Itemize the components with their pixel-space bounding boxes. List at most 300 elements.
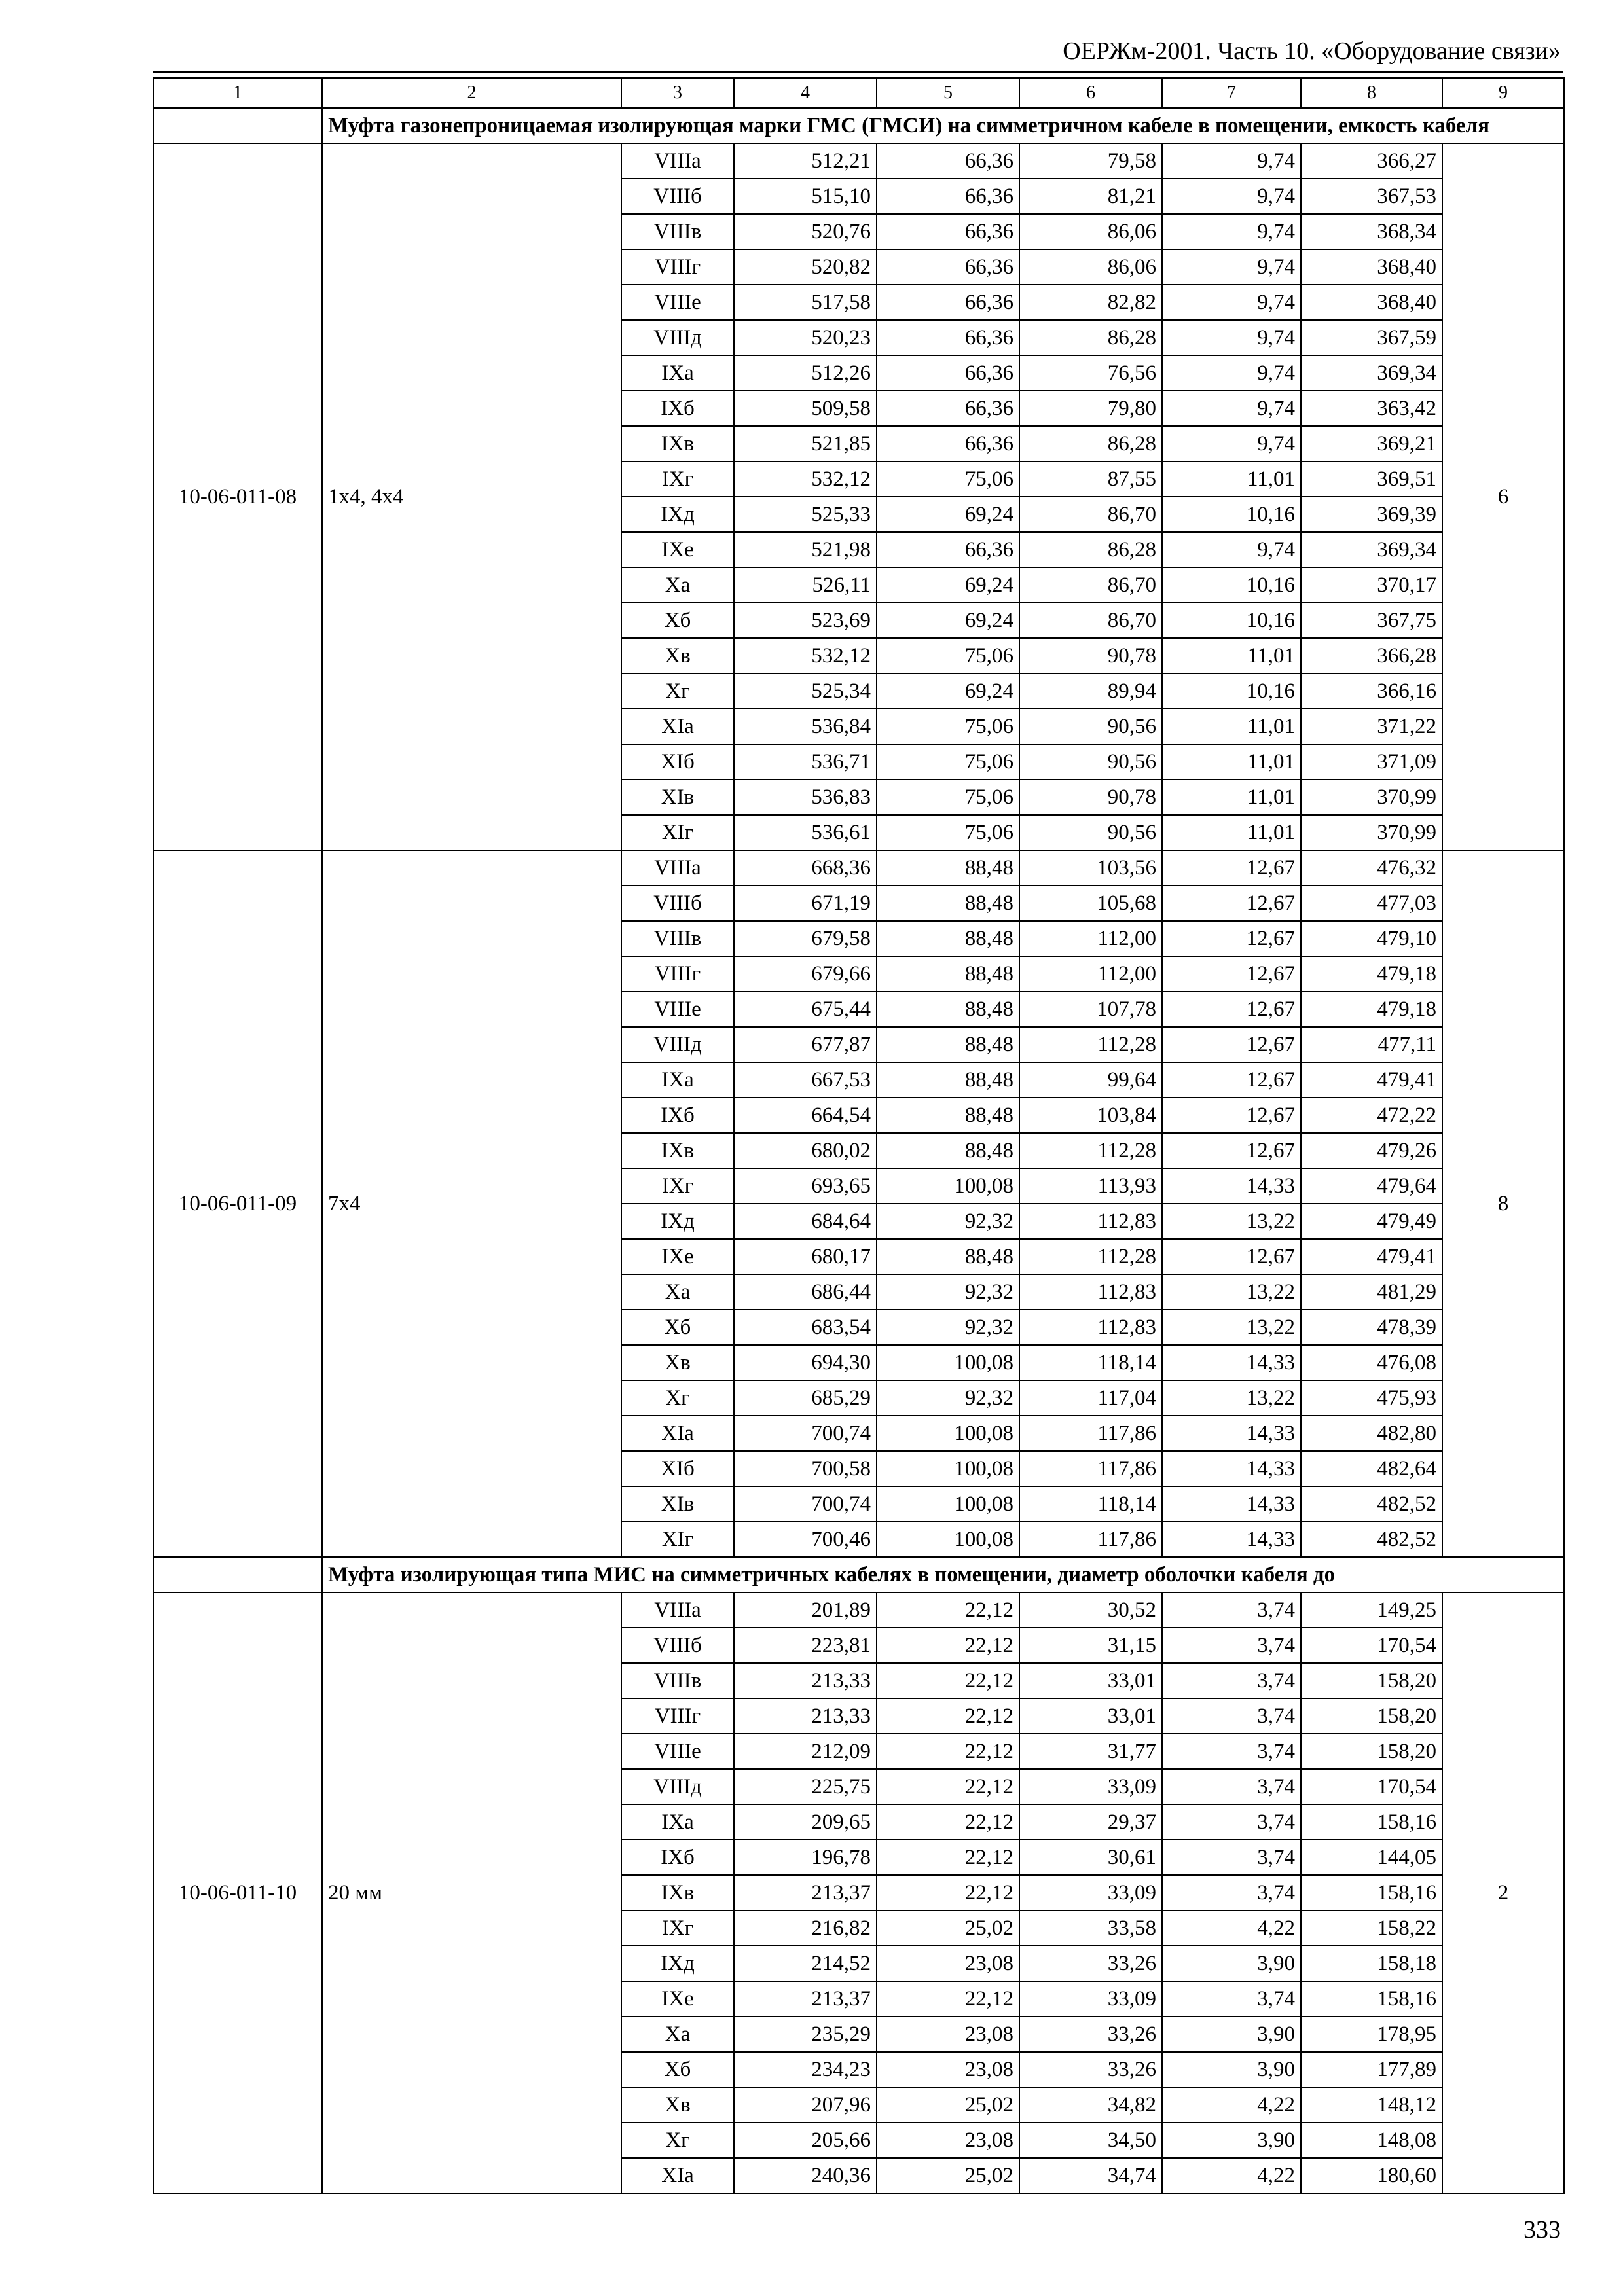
value-col7: 3,90 xyxy=(1162,2052,1301,2087)
value-col6: 90,78 xyxy=(1019,638,1162,673)
value-col4: 213,33 xyxy=(734,1698,877,1734)
value-col7: 3,90 xyxy=(1162,2017,1301,2052)
value-col7: 9,74 xyxy=(1162,179,1301,214)
zone-code: XIа xyxy=(621,1416,734,1451)
value-col8: 371,09 xyxy=(1301,744,1442,780)
value-col8: 475,93 xyxy=(1301,1380,1442,1416)
column-number: 2 xyxy=(322,78,621,108)
rate-code: 10-06-011-08 xyxy=(153,143,322,850)
value-col8: 180,60 xyxy=(1301,2158,1442,2193)
value-col7: 11,01 xyxy=(1162,709,1301,744)
value-col4: 525,34 xyxy=(734,673,877,709)
value-col8: 158,20 xyxy=(1301,1663,1442,1698)
value-col8: 481,29 xyxy=(1301,1274,1442,1310)
section-title: Муфта изолирующая типа МИС на симметричных кабелях в помещении, диаметр оболочки кабеля до xyxy=(322,1557,1564,1592)
value-col7: 4,22 xyxy=(1162,2158,1301,2193)
zone-code: VIIIд xyxy=(621,1769,734,1804)
zone-code: VIIIа xyxy=(621,850,734,886)
zone-code: VIIIа xyxy=(621,143,734,179)
value-col8: 371,22 xyxy=(1301,709,1442,744)
value-col8: 170,54 xyxy=(1301,1628,1442,1663)
zone-code: Xб xyxy=(621,1310,734,1345)
value-col4: 693,65 xyxy=(734,1168,877,1204)
value-col6: 112,28 xyxy=(1019,1239,1162,1274)
value-col5: 75,06 xyxy=(877,461,1019,497)
value-col6: 29,37 xyxy=(1019,1804,1162,1840)
column-number: 3 xyxy=(621,78,734,108)
value-col8: 363,42 xyxy=(1301,391,1442,426)
value-col5: 92,32 xyxy=(877,1274,1019,1310)
value-col6: 90,56 xyxy=(1019,709,1162,744)
value-col4: 683,54 xyxy=(734,1310,877,1345)
value-col5: 66,36 xyxy=(877,249,1019,285)
zone-code: VIIIе xyxy=(621,285,734,320)
value-col7: 12,67 xyxy=(1162,921,1301,956)
value-col4: 523,69 xyxy=(734,603,877,638)
value-col6: 118,14 xyxy=(1019,1345,1162,1380)
value-col5: 75,06 xyxy=(877,744,1019,780)
value-col7: 12,67 xyxy=(1162,886,1301,921)
value-col5: 25,02 xyxy=(877,2087,1019,2123)
value-col4: 700,74 xyxy=(734,1416,877,1451)
value-col4: 671,19 xyxy=(734,886,877,921)
value-col4: 668,36 xyxy=(734,850,877,886)
value-col7: 14,33 xyxy=(1162,1416,1301,1451)
value-col6: 86,28 xyxy=(1019,426,1162,461)
zone-code: VIIIг xyxy=(621,956,734,992)
value-col6: 76,56 xyxy=(1019,355,1162,391)
value-col5: 100,08 xyxy=(877,1345,1019,1380)
value-col8: 476,32 xyxy=(1301,850,1442,886)
column-number: 4 xyxy=(734,78,877,108)
value-col5: 66,36 xyxy=(877,285,1019,320)
value-col8: 369,34 xyxy=(1301,355,1442,391)
zone-code: IXе xyxy=(621,1239,734,1274)
zone-code: IXа xyxy=(621,1062,734,1098)
zone-code: VIIIб xyxy=(621,886,734,921)
value-col5: 88,48 xyxy=(877,1098,1019,1133)
value-col8: 366,27 xyxy=(1301,143,1442,179)
value-col4: 532,12 xyxy=(734,461,877,497)
value-col8: 479,41 xyxy=(1301,1062,1442,1098)
cable-size: 7х4 xyxy=(322,850,621,1557)
cable-size: 20 мм xyxy=(322,1592,621,2193)
zone-code: Xв xyxy=(621,638,734,673)
value-col6: 86,70 xyxy=(1019,567,1162,603)
zone-code: IXб xyxy=(621,391,734,426)
zone-code: Xб xyxy=(621,603,734,638)
value-col4: 700,46 xyxy=(734,1522,877,1557)
value-col8: 479,18 xyxy=(1301,992,1442,1027)
value-col6: 117,04 xyxy=(1019,1380,1162,1416)
value-col7: 3,74 xyxy=(1162,1698,1301,1734)
section-spacer-cell xyxy=(153,108,322,143)
value-col5: 66,36 xyxy=(877,391,1019,426)
value-col5: 75,06 xyxy=(877,815,1019,850)
value-col4: 525,33 xyxy=(734,497,877,532)
value-col4: 679,58 xyxy=(734,921,877,956)
zone-code: XIа xyxy=(621,2158,734,2193)
value-col5: 66,36 xyxy=(877,426,1019,461)
value-col6: 90,78 xyxy=(1019,780,1162,815)
value-col6: 33,01 xyxy=(1019,1698,1162,1734)
value-col7: 9,74 xyxy=(1162,355,1301,391)
value-col5: 100,08 xyxy=(877,1416,1019,1451)
value-col5: 88,48 xyxy=(877,1027,1019,1062)
value-col7: 13,22 xyxy=(1162,1274,1301,1310)
value-col4: 205,66 xyxy=(734,2123,877,2158)
value-col6: 33,09 xyxy=(1019,1981,1162,2017)
value-col4: 694,30 xyxy=(734,1345,877,1380)
zone-code: VIIIг xyxy=(621,249,734,285)
value-col4: 526,11 xyxy=(734,567,877,603)
value-col6: 33,26 xyxy=(1019,2017,1162,2052)
value-col8: 478,39 xyxy=(1301,1310,1442,1345)
running-header: ОЕРЖм-2001. Часть 10. «Оборудование связи» xyxy=(1063,37,1561,65)
value-col7: 13,22 xyxy=(1162,1380,1301,1416)
value-col5: 88,48 xyxy=(877,1062,1019,1098)
value-col5: 25,02 xyxy=(877,2158,1019,2193)
value-col7: 9,74 xyxy=(1162,285,1301,320)
value-col6: 113,93 xyxy=(1019,1168,1162,1204)
value-col6: 86,70 xyxy=(1019,497,1162,532)
value-col5: 92,32 xyxy=(877,1204,1019,1239)
value-col5: 22,12 xyxy=(877,1734,1019,1769)
value-col5: 88,48 xyxy=(877,886,1019,921)
zone-code: VIIIд xyxy=(621,320,734,355)
value-col4: 225,75 xyxy=(734,1769,877,1804)
value-col6: 112,28 xyxy=(1019,1027,1162,1062)
value-col4: 216,82 xyxy=(734,1910,877,1946)
zone-code: Xг xyxy=(621,1380,734,1416)
value-col5: 88,48 xyxy=(877,1239,1019,1274)
value-col7: 9,74 xyxy=(1162,214,1301,249)
column-number: 6 xyxy=(1019,78,1162,108)
value-col7: 14,33 xyxy=(1162,1486,1301,1522)
value-col4: 536,61 xyxy=(734,815,877,850)
value-col4: 677,87 xyxy=(734,1027,877,1062)
value-col7: 3,74 xyxy=(1162,1592,1301,1628)
value-col7: 12,67 xyxy=(1162,1027,1301,1062)
value-col6: 31,77 xyxy=(1019,1734,1162,1769)
value-col7: 11,01 xyxy=(1162,780,1301,815)
value-col6: 117,86 xyxy=(1019,1522,1162,1557)
value-col5: 66,36 xyxy=(877,532,1019,567)
value-col5: 66,36 xyxy=(877,179,1019,214)
value-col6: 33,09 xyxy=(1019,1875,1162,1910)
value-col4: 517,58 xyxy=(734,285,877,320)
value-col4: 536,83 xyxy=(734,780,877,815)
value-col6: 34,50 xyxy=(1019,2123,1162,2158)
value-col5: 22,12 xyxy=(877,1804,1019,1840)
value-col8: 369,39 xyxy=(1301,497,1442,532)
value-col7: 9,74 xyxy=(1162,143,1301,179)
value-col8: 148,08 xyxy=(1301,2123,1442,2158)
value-col6: 33,01 xyxy=(1019,1663,1162,1698)
column-number: 9 xyxy=(1442,78,1564,108)
value-col5: 22,12 xyxy=(877,1592,1019,1628)
value-col6: 118,14 xyxy=(1019,1486,1162,1522)
value-col6: 33,26 xyxy=(1019,1946,1162,1981)
value-col7: 14,33 xyxy=(1162,1345,1301,1380)
value-col7: 3,90 xyxy=(1162,1946,1301,1981)
value-col6: 81,21 xyxy=(1019,179,1162,214)
value-col8: 369,21 xyxy=(1301,426,1442,461)
value-col7: 14,33 xyxy=(1162,1451,1301,1486)
value-col7: 12,67 xyxy=(1162,1239,1301,1274)
value-col6: 99,64 xyxy=(1019,1062,1162,1098)
value-col8: 482,52 xyxy=(1301,1522,1442,1557)
value-col5: 100,08 xyxy=(877,1451,1019,1486)
value-col8: 177,89 xyxy=(1301,2052,1442,2087)
value-col8: 367,75 xyxy=(1301,603,1442,638)
value-col8: 482,52 xyxy=(1301,1486,1442,1522)
value-col6: 30,52 xyxy=(1019,1592,1162,1628)
value-col6: 90,56 xyxy=(1019,744,1162,780)
value-col5: 100,08 xyxy=(877,1486,1019,1522)
value-col6: 112,28 xyxy=(1019,1133,1162,1168)
value-col7: 11,01 xyxy=(1162,638,1301,673)
value-col4: 521,98 xyxy=(734,532,877,567)
zone-code: Xа xyxy=(621,2017,734,2052)
zone-code: Xв xyxy=(621,2087,734,2123)
value-col4: 684,64 xyxy=(734,1204,877,1239)
value-col8: 477,11 xyxy=(1301,1027,1442,1062)
value-col5: 92,32 xyxy=(877,1310,1019,1345)
value-col5: 23,08 xyxy=(877,2123,1019,2158)
value-col7: 10,16 xyxy=(1162,673,1301,709)
value-col6: 112,00 xyxy=(1019,956,1162,992)
value-col5: 66,36 xyxy=(877,320,1019,355)
value-col4: 700,74 xyxy=(734,1486,877,1522)
column-number: 8 xyxy=(1301,78,1442,108)
zone-code: IXд xyxy=(621,1946,734,1981)
value-col4: 240,36 xyxy=(734,2158,877,2193)
value-col6: 86,06 xyxy=(1019,249,1162,285)
zone-code: IXб xyxy=(621,1098,734,1133)
value-col6: 117,86 xyxy=(1019,1451,1162,1486)
column-number: 5 xyxy=(877,78,1019,108)
zone-code: Xв xyxy=(621,1345,734,1380)
page-number: 333 xyxy=(1523,2216,1561,2244)
value-col6: 87,55 xyxy=(1019,461,1162,497)
column-number: 7 xyxy=(1162,78,1301,108)
value-col7: 10,16 xyxy=(1162,497,1301,532)
zone-code: XIг xyxy=(621,815,734,850)
value-col5: 25,02 xyxy=(877,1910,1019,1946)
value-col4: 700,58 xyxy=(734,1451,877,1486)
value-col9: 2 xyxy=(1442,1592,1564,2193)
value-col4: 536,71 xyxy=(734,744,877,780)
value-col7: 14,33 xyxy=(1162,1168,1301,1204)
value-col6: 86,70 xyxy=(1019,603,1162,638)
value-col4: 214,52 xyxy=(734,1946,877,1981)
value-col5: 100,08 xyxy=(877,1522,1019,1557)
value-col8: 368,34 xyxy=(1301,214,1442,249)
value-col4: 667,53 xyxy=(734,1062,877,1098)
value-col5: 66,36 xyxy=(877,143,1019,179)
zone-code: IXб xyxy=(621,1840,734,1875)
value-col7: 3,74 xyxy=(1162,1769,1301,1804)
value-col4: 515,10 xyxy=(734,179,877,214)
value-col8: 170,54 xyxy=(1301,1769,1442,1804)
zone-code: Xа xyxy=(621,1274,734,1310)
zone-code: VIIIб xyxy=(621,1628,734,1663)
value-col7: 12,67 xyxy=(1162,1062,1301,1098)
value-col7: 3,74 xyxy=(1162,1875,1301,1910)
value-col7: 3,74 xyxy=(1162,1981,1301,2017)
zone-code: IXе xyxy=(621,532,734,567)
value-col4: 680,02 xyxy=(734,1133,877,1168)
value-col5: 66,36 xyxy=(877,214,1019,249)
zone-code: VIIIг xyxy=(621,1698,734,1734)
value-col6: 34,82 xyxy=(1019,2087,1162,2123)
value-col4: 679,66 xyxy=(734,956,877,992)
value-col4: 520,23 xyxy=(734,320,877,355)
section-header-row xyxy=(153,1557,1564,1592)
value-col8: 482,64 xyxy=(1301,1451,1442,1486)
zone-code: VIIIе xyxy=(621,1734,734,1769)
value-col7: 3,74 xyxy=(1162,1840,1301,1875)
value-col4: 686,44 xyxy=(734,1274,877,1310)
value-col5: 75,06 xyxy=(877,638,1019,673)
value-col5: 69,24 xyxy=(877,567,1019,603)
value-col7: 9,74 xyxy=(1162,249,1301,285)
value-col4: 213,37 xyxy=(734,1981,877,2017)
value-col6: 89,94 xyxy=(1019,673,1162,709)
value-col5: 69,24 xyxy=(877,603,1019,638)
zone-code: IXг xyxy=(621,461,734,497)
value-col7: 9,74 xyxy=(1162,426,1301,461)
value-col8: 479,10 xyxy=(1301,921,1442,956)
value-col7: 12,67 xyxy=(1162,956,1301,992)
value-col5: 75,06 xyxy=(877,780,1019,815)
value-col5: 22,12 xyxy=(877,1875,1019,1910)
value-col4: 685,29 xyxy=(734,1380,877,1416)
value-col8: 479,18 xyxy=(1301,956,1442,992)
value-col8: 158,16 xyxy=(1301,1804,1442,1840)
zone-code: Xг xyxy=(621,2123,734,2158)
value-col6: 33,09 xyxy=(1019,1769,1162,1804)
zone-code: IXг xyxy=(621,1168,734,1204)
value-col5: 92,32 xyxy=(877,1380,1019,1416)
value-col5: 23,08 xyxy=(877,2017,1019,2052)
value-col7: 12,67 xyxy=(1162,1133,1301,1168)
value-col5: 88,48 xyxy=(877,992,1019,1027)
value-col8: 149,25 xyxy=(1301,1592,1442,1628)
value-col4: 212,09 xyxy=(734,1734,877,1769)
zone-code: VIIIа xyxy=(621,1592,734,1628)
value-col4: 532,12 xyxy=(734,638,877,673)
value-col4: 207,96 xyxy=(734,2087,877,2123)
value-col6: 105,68 xyxy=(1019,886,1162,921)
zone-code: VIIIб xyxy=(621,179,734,214)
zone-code: XIа xyxy=(621,709,734,744)
value-col7: 3,74 xyxy=(1162,1628,1301,1663)
value-col7: 13,22 xyxy=(1162,1310,1301,1345)
zone-code: VIIIд xyxy=(621,1027,734,1062)
value-col5: 23,08 xyxy=(877,1946,1019,1981)
value-col7: 11,01 xyxy=(1162,461,1301,497)
value-col5: 88,48 xyxy=(877,850,1019,886)
value-col7: 10,16 xyxy=(1162,567,1301,603)
value-col6: 103,56 xyxy=(1019,850,1162,886)
value-col5: 100,08 xyxy=(877,1168,1019,1204)
value-col5: 69,24 xyxy=(877,673,1019,709)
cable-size: 1х4, 4х4 xyxy=(322,143,621,850)
value-col8: 479,64 xyxy=(1301,1168,1442,1204)
value-col7: 4,22 xyxy=(1162,2087,1301,2123)
value-col4: 213,37 xyxy=(734,1875,877,1910)
section-spacer-cell xyxy=(153,1557,322,1592)
value-col4: 680,17 xyxy=(734,1239,877,1274)
zone-code: Xб xyxy=(621,2052,734,2087)
value-col8: 369,34 xyxy=(1301,532,1442,567)
value-col6: 86,28 xyxy=(1019,320,1162,355)
value-col6: 112,83 xyxy=(1019,1310,1162,1345)
value-col5: 22,12 xyxy=(877,1698,1019,1734)
value-col8: 158,18 xyxy=(1301,1946,1442,1981)
value-col7: 9,74 xyxy=(1162,391,1301,426)
value-col6: 33,58 xyxy=(1019,1910,1162,1946)
value-col6: 103,84 xyxy=(1019,1098,1162,1133)
value-col8: 472,22 xyxy=(1301,1098,1442,1133)
value-col6: 86,06 xyxy=(1019,214,1162,249)
column-number-row xyxy=(153,78,1564,108)
value-col5: 69,24 xyxy=(877,497,1019,532)
value-col8: 178,95 xyxy=(1301,2017,1442,2052)
value-col8: 370,99 xyxy=(1301,815,1442,850)
value-col8: 477,03 xyxy=(1301,886,1442,921)
value-col4: 521,85 xyxy=(734,426,877,461)
value-col8: 158,22 xyxy=(1301,1910,1442,1946)
value-col8: 479,26 xyxy=(1301,1133,1442,1168)
value-col8: 370,99 xyxy=(1301,780,1442,815)
value-col7: 9,74 xyxy=(1162,532,1301,567)
value-col6: 79,58 xyxy=(1019,143,1162,179)
value-col7: 12,67 xyxy=(1162,1098,1301,1133)
value-col5: 22,12 xyxy=(877,1981,1019,2017)
value-col8: 479,41 xyxy=(1301,1239,1442,1274)
value-col7: 12,67 xyxy=(1162,850,1301,886)
value-col7: 9,74 xyxy=(1162,320,1301,355)
value-col6: 34,74 xyxy=(1019,2158,1162,2193)
table-row xyxy=(153,1592,1564,1628)
zone-code: XIб xyxy=(621,1451,734,1486)
value-col6: 90,56 xyxy=(1019,815,1162,850)
value-col7: 4,22 xyxy=(1162,1910,1301,1946)
value-col8: 369,51 xyxy=(1301,461,1442,497)
value-col4: 213,33 xyxy=(734,1663,877,1698)
value-col4: 235,29 xyxy=(734,2017,877,2052)
value-col5: 88,48 xyxy=(877,1133,1019,1168)
value-col8: 158,16 xyxy=(1301,1875,1442,1910)
value-col5: 75,06 xyxy=(877,709,1019,744)
value-col8: 366,28 xyxy=(1301,638,1442,673)
value-col5: 22,12 xyxy=(877,1628,1019,1663)
value-col8: 367,59 xyxy=(1301,320,1442,355)
zone-code: VIIIв xyxy=(621,214,734,249)
value-col5: 23,08 xyxy=(877,2052,1019,2087)
zone-code: IXа xyxy=(621,355,734,391)
value-col4: 201,89 xyxy=(734,1592,877,1628)
value-col4: 234,23 xyxy=(734,2052,877,2087)
value-col6: 79,80 xyxy=(1019,391,1162,426)
value-col6: 31,15 xyxy=(1019,1628,1162,1663)
table-row xyxy=(153,850,1564,886)
value-col6: 82,82 xyxy=(1019,285,1162,320)
value-col5: 22,12 xyxy=(877,1840,1019,1875)
